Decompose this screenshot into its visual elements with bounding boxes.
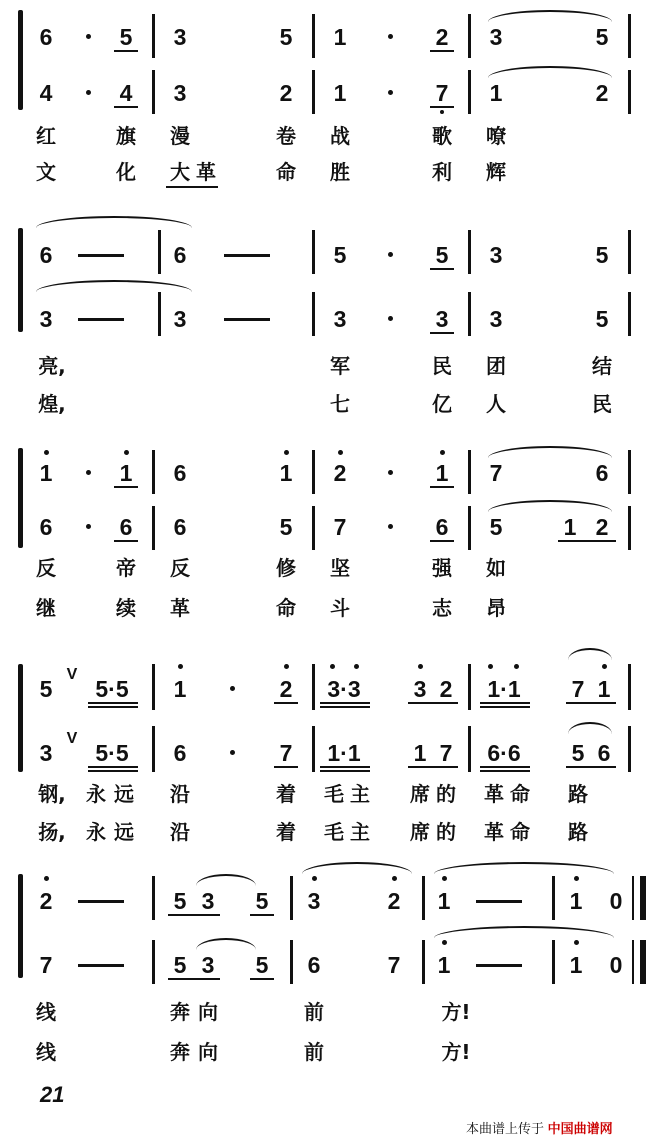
- note: 4: [39, 80, 53, 106]
- lyric: 远: [114, 782, 134, 806]
- barline: [628, 292, 631, 336]
- note: 1·1: [487, 676, 521, 702]
- octave-dot: [330, 664, 335, 669]
- note: 5: [173, 888, 187, 914]
- note: 7: [439, 740, 453, 766]
- lyric: 革: [170, 596, 190, 620]
- note: 1: [435, 460, 449, 486]
- dot: [388, 524, 393, 529]
- lyric: 奔: [170, 1040, 190, 1064]
- lyric: 毛: [324, 820, 344, 844]
- lyric: 卷: [276, 124, 296, 148]
- barline: [152, 726, 155, 772]
- underline: [566, 766, 616, 768]
- note: 5·5: [95, 740, 129, 766]
- note: 2: [39, 888, 53, 914]
- note: 1: [437, 888, 451, 914]
- lyric: 扬,: [38, 820, 66, 844]
- underline: [166, 186, 218, 188]
- underline: [168, 978, 220, 980]
- rest: 0: [609, 952, 623, 978]
- final-barline: [640, 940, 646, 984]
- underline: [430, 106, 454, 108]
- tie: [568, 722, 612, 734]
- note: 5: [333, 242, 347, 268]
- octave-dot: [312, 876, 317, 881]
- final-barline: [632, 940, 634, 984]
- underline: [114, 486, 138, 488]
- lyric: 命: [276, 160, 296, 184]
- dot: [440, 110, 444, 114]
- note: 5: [489, 514, 503, 540]
- extension-dash: [78, 964, 124, 967]
- upload-footer: [466, 1118, 613, 1137]
- note: 1: [119, 460, 133, 486]
- barline: [290, 876, 293, 920]
- octave-dot: [124, 450, 129, 455]
- underline: [114, 540, 138, 542]
- octave-dot: [392, 876, 397, 881]
- note: 2: [279, 676, 293, 702]
- lyric: 方!: [441, 1040, 471, 1064]
- lyric: 线: [36, 1040, 56, 1064]
- lyric: 命: [276, 596, 296, 620]
- lyric: 沿: [170, 820, 190, 844]
- note: 5: [595, 24, 609, 50]
- octave-dot: [442, 940, 447, 945]
- note: 3: [489, 242, 503, 268]
- underline: [88, 702, 138, 704]
- underline: [168, 914, 220, 916]
- page-number: 21: [40, 1082, 65, 1107]
- barline: [152, 14, 155, 58]
- barline: [312, 14, 315, 58]
- lyric: 亮,: [38, 354, 66, 378]
- note: 3·3: [327, 676, 361, 702]
- barline: [552, 940, 555, 984]
- lyric: 旗: [116, 124, 136, 148]
- underline: [320, 766, 370, 768]
- octave-dot: [354, 664, 359, 669]
- note: 3: [173, 306, 187, 332]
- lyric: 席: [410, 820, 430, 844]
- lyric: 线: [36, 1000, 56, 1024]
- note: 2: [279, 80, 293, 106]
- note: 6: [173, 460, 187, 486]
- octave-dot: [44, 450, 49, 455]
- lyric: 七: [330, 392, 350, 416]
- underline: [88, 706, 138, 708]
- lyric: 奔: [170, 1000, 190, 1024]
- note: 7: [279, 740, 293, 766]
- lyric: 军: [330, 354, 350, 378]
- extension-dash: [476, 900, 522, 903]
- note: 1: [173, 676, 187, 702]
- underline: [430, 540, 454, 542]
- dot: [388, 34, 393, 39]
- barline: [628, 506, 631, 550]
- barline: [312, 664, 315, 710]
- note: 1: [597, 676, 611, 702]
- lyric: 如: [486, 556, 506, 580]
- note: 1: [569, 888, 583, 914]
- tie: [488, 66, 612, 78]
- note: 3: [201, 952, 215, 978]
- lyric: 路: [568, 820, 588, 844]
- system-brace: [18, 228, 23, 332]
- lyric: 的: [436, 820, 456, 844]
- tie: [36, 216, 192, 228]
- octave-dot: [488, 664, 493, 669]
- lyric: 钢,: [38, 782, 66, 806]
- lyric: 亿: [432, 392, 452, 416]
- lyric: 革: [196, 160, 216, 184]
- underline: [430, 268, 454, 270]
- underline: [114, 50, 138, 52]
- octave-dot: [514, 664, 519, 669]
- note: 3: [413, 676, 427, 702]
- barline: [468, 292, 471, 336]
- octave-dot: [418, 664, 423, 669]
- underline: [480, 702, 530, 704]
- note: 6: [435, 514, 449, 540]
- barline: [628, 14, 631, 58]
- underline: [88, 766, 138, 768]
- tie: [568, 648, 612, 660]
- dot: [388, 316, 393, 321]
- lyric: 帝: [116, 556, 136, 580]
- barline: [158, 292, 161, 336]
- barline: [422, 940, 425, 984]
- note: 5: [595, 242, 609, 268]
- lyric: 团: [486, 354, 506, 378]
- extension-dash: [78, 900, 124, 903]
- breath-mark: V: [66, 730, 78, 747]
- lyric: 永: [86, 820, 106, 844]
- note: 6: [119, 514, 133, 540]
- lyric: 志: [432, 596, 452, 620]
- final-barline: [632, 876, 634, 920]
- dot: [86, 470, 91, 475]
- lyric: 大: [170, 160, 190, 184]
- final-barline: [640, 876, 646, 920]
- dot: [230, 686, 235, 691]
- note: 5: [435, 242, 449, 268]
- lyric: 文: [36, 160, 56, 184]
- note: 6: [173, 514, 187, 540]
- tie: [488, 446, 612, 458]
- note: 3: [489, 24, 503, 50]
- tie: [36, 280, 192, 292]
- tie: [488, 10, 612, 22]
- barline: [628, 230, 631, 274]
- note: 6: [39, 242, 53, 268]
- lyric: 人: [486, 392, 506, 416]
- barline: [628, 664, 631, 710]
- dot: [388, 470, 393, 475]
- barline: [552, 876, 555, 920]
- note: 1: [39, 460, 53, 486]
- barline: [152, 450, 155, 494]
- octave-dot: [284, 450, 289, 455]
- underline: [430, 332, 454, 334]
- underline: [320, 702, 370, 704]
- note: 1: [569, 952, 583, 978]
- underline: [320, 706, 370, 708]
- lyric: 前: [304, 1040, 324, 1064]
- note: 5·5: [95, 676, 129, 702]
- barline: [290, 940, 293, 984]
- breath-mark: V: [66, 666, 78, 683]
- lyric: 利: [432, 160, 452, 184]
- extension-dash: [224, 318, 270, 321]
- underline: [430, 50, 454, 52]
- note: 5: [255, 888, 269, 914]
- note: 6: [39, 24, 53, 50]
- note: 7: [333, 514, 347, 540]
- barline: [312, 450, 315, 494]
- lyric: 继: [36, 596, 56, 620]
- lyric: 方!: [441, 1000, 471, 1024]
- octave-dot: [442, 876, 447, 881]
- underline: [430, 486, 454, 488]
- octave-dot: [338, 450, 343, 455]
- note: 3: [435, 306, 449, 332]
- tie: [434, 926, 614, 938]
- underline: [480, 706, 530, 708]
- note: 2: [333, 460, 347, 486]
- barline: [468, 70, 471, 114]
- lyric: 主: [350, 782, 370, 806]
- note: 3: [307, 888, 321, 914]
- note: 6: [39, 514, 53, 540]
- tie: [302, 862, 412, 874]
- extension-dash: [476, 964, 522, 967]
- lyric: 昂: [486, 596, 506, 620]
- barline: [628, 70, 631, 114]
- note: 7: [435, 80, 449, 106]
- tie: [434, 862, 614, 874]
- underline: [408, 702, 458, 704]
- rest: 0: [609, 888, 623, 914]
- lyric: 红: [36, 124, 56, 148]
- underline: [274, 766, 298, 768]
- note: 1: [489, 80, 503, 106]
- note: 6·6: [487, 740, 521, 766]
- dot: [388, 252, 393, 257]
- octave-dot: [574, 876, 579, 881]
- barline: [312, 506, 315, 550]
- lyric: 战: [330, 124, 350, 148]
- barline: [468, 14, 471, 58]
- note: 6: [173, 242, 187, 268]
- system-brace: [18, 448, 23, 548]
- dot: [86, 524, 91, 529]
- lyric: 辉: [486, 160, 506, 184]
- lyric: 结: [592, 354, 612, 378]
- barline: [468, 450, 471, 494]
- note: 3: [173, 80, 187, 106]
- underline: [250, 978, 274, 980]
- lyric: 反: [36, 556, 56, 580]
- note: 7: [39, 952, 53, 978]
- underline: [566, 702, 616, 704]
- note: 2: [439, 676, 453, 702]
- octave-dot: [440, 450, 445, 455]
- extension-dash: [78, 254, 124, 257]
- note: 3: [333, 306, 347, 332]
- dot: [86, 34, 91, 39]
- underline: [408, 766, 458, 768]
- note: 1: [437, 952, 451, 978]
- barline: [468, 506, 471, 550]
- note: 6: [597, 740, 611, 766]
- lyric: 坚: [330, 556, 350, 580]
- lyric: 沿: [170, 782, 190, 806]
- barline: [152, 506, 155, 550]
- note: 7: [387, 952, 401, 978]
- note: 5: [119, 24, 133, 50]
- octave-dot: [284, 664, 289, 669]
- dot: [86, 90, 91, 95]
- barline: [312, 230, 315, 274]
- dot: [230, 750, 235, 755]
- lyric: 前: [304, 1000, 324, 1024]
- note: 5: [595, 306, 609, 332]
- note: 5: [571, 740, 585, 766]
- extension-dash: [224, 254, 270, 257]
- lyric: 煌,: [38, 392, 66, 416]
- lyric: 命: [510, 820, 530, 844]
- note: 2: [435, 24, 449, 50]
- lyric: 修: [276, 556, 296, 580]
- system-brace: [18, 10, 23, 110]
- barline: [152, 940, 155, 984]
- note: 1: [279, 460, 293, 486]
- note: 2: [387, 888, 401, 914]
- underline: [480, 770, 530, 772]
- barline: [468, 726, 471, 772]
- lyric: 着: [276, 820, 296, 844]
- lyric: 反: [170, 556, 190, 580]
- lyric: 嘹: [486, 124, 506, 148]
- lyric: 民: [592, 392, 612, 416]
- system-brace: [18, 664, 23, 772]
- barline: [152, 70, 155, 114]
- note: 5: [279, 24, 293, 50]
- underline: [558, 540, 616, 542]
- barline: [628, 726, 631, 772]
- lyric: 的: [436, 782, 456, 806]
- note: 3: [39, 306, 53, 332]
- note: 7: [489, 460, 503, 486]
- note: 3: [39, 740, 53, 766]
- underline: [274, 702, 298, 704]
- barline: [312, 726, 315, 772]
- barline: [158, 230, 161, 274]
- lyric: 革: [484, 820, 504, 844]
- octave-dot: [602, 664, 607, 669]
- note: 7: [571, 676, 585, 702]
- barline: [312, 70, 315, 114]
- lyric: 着: [276, 782, 296, 806]
- extension-dash: [78, 318, 124, 321]
- site-logo[interactable]: 中国曲谱网: [547, 1121, 613, 1136]
- underline: [250, 914, 274, 916]
- footer-text: 本曲谱上传于: [466, 1121, 545, 1136]
- note: 2: [595, 514, 609, 540]
- lyric: 续: [116, 596, 136, 620]
- barline: [628, 450, 631, 494]
- note: 1: [413, 740, 427, 766]
- lyric: 胜: [330, 160, 350, 184]
- barline: [152, 876, 155, 920]
- note: 1: [563, 514, 577, 540]
- underline: [114, 106, 138, 108]
- underline: [320, 770, 370, 772]
- lyric: 民: [432, 354, 452, 378]
- note: 3: [489, 306, 503, 332]
- lyric: 远: [114, 820, 134, 844]
- lyric: 歌: [432, 124, 452, 148]
- note: 3: [173, 24, 187, 50]
- note: 5: [279, 514, 293, 540]
- octave-dot: [178, 664, 183, 669]
- note: 6: [173, 740, 187, 766]
- note: 1: [333, 24, 347, 50]
- barline: [468, 664, 471, 710]
- lyric: 斗: [330, 596, 350, 620]
- lyric: 命: [510, 782, 530, 806]
- note: 1·1: [327, 740, 361, 766]
- lyric: 向: [198, 1000, 218, 1024]
- lyric: 主: [350, 820, 370, 844]
- octave-dot: [44, 876, 49, 881]
- underline: [88, 770, 138, 772]
- note: 1: [333, 80, 347, 106]
- dot: [388, 90, 393, 95]
- octave-dot: [574, 940, 579, 945]
- barline: [422, 876, 425, 920]
- lyric: 革: [484, 782, 504, 806]
- lyric: 漫: [170, 124, 190, 148]
- note: 3: [201, 888, 215, 914]
- note: 2: [595, 80, 609, 106]
- lyric: 向: [198, 1040, 218, 1064]
- lyric: 路: [568, 782, 588, 806]
- lyric: 强: [432, 556, 452, 580]
- lyric: 永: [86, 782, 106, 806]
- note: 6: [307, 952, 321, 978]
- barline: [152, 664, 155, 710]
- barline: [312, 292, 315, 336]
- tie: [196, 938, 256, 950]
- lyric: 毛: [324, 782, 344, 806]
- tie: [196, 874, 256, 886]
- note: 4: [119, 80, 133, 106]
- note: 5: [255, 952, 269, 978]
- lyric: 化: [116, 160, 136, 184]
- tie: [488, 500, 612, 512]
- note: 6: [595, 460, 609, 486]
- note: 5: [39, 676, 53, 702]
- underline: [480, 766, 530, 768]
- barline: [468, 230, 471, 274]
- system-brace: [18, 874, 23, 978]
- lyric: 席: [410, 782, 430, 806]
- note: 5: [173, 952, 187, 978]
